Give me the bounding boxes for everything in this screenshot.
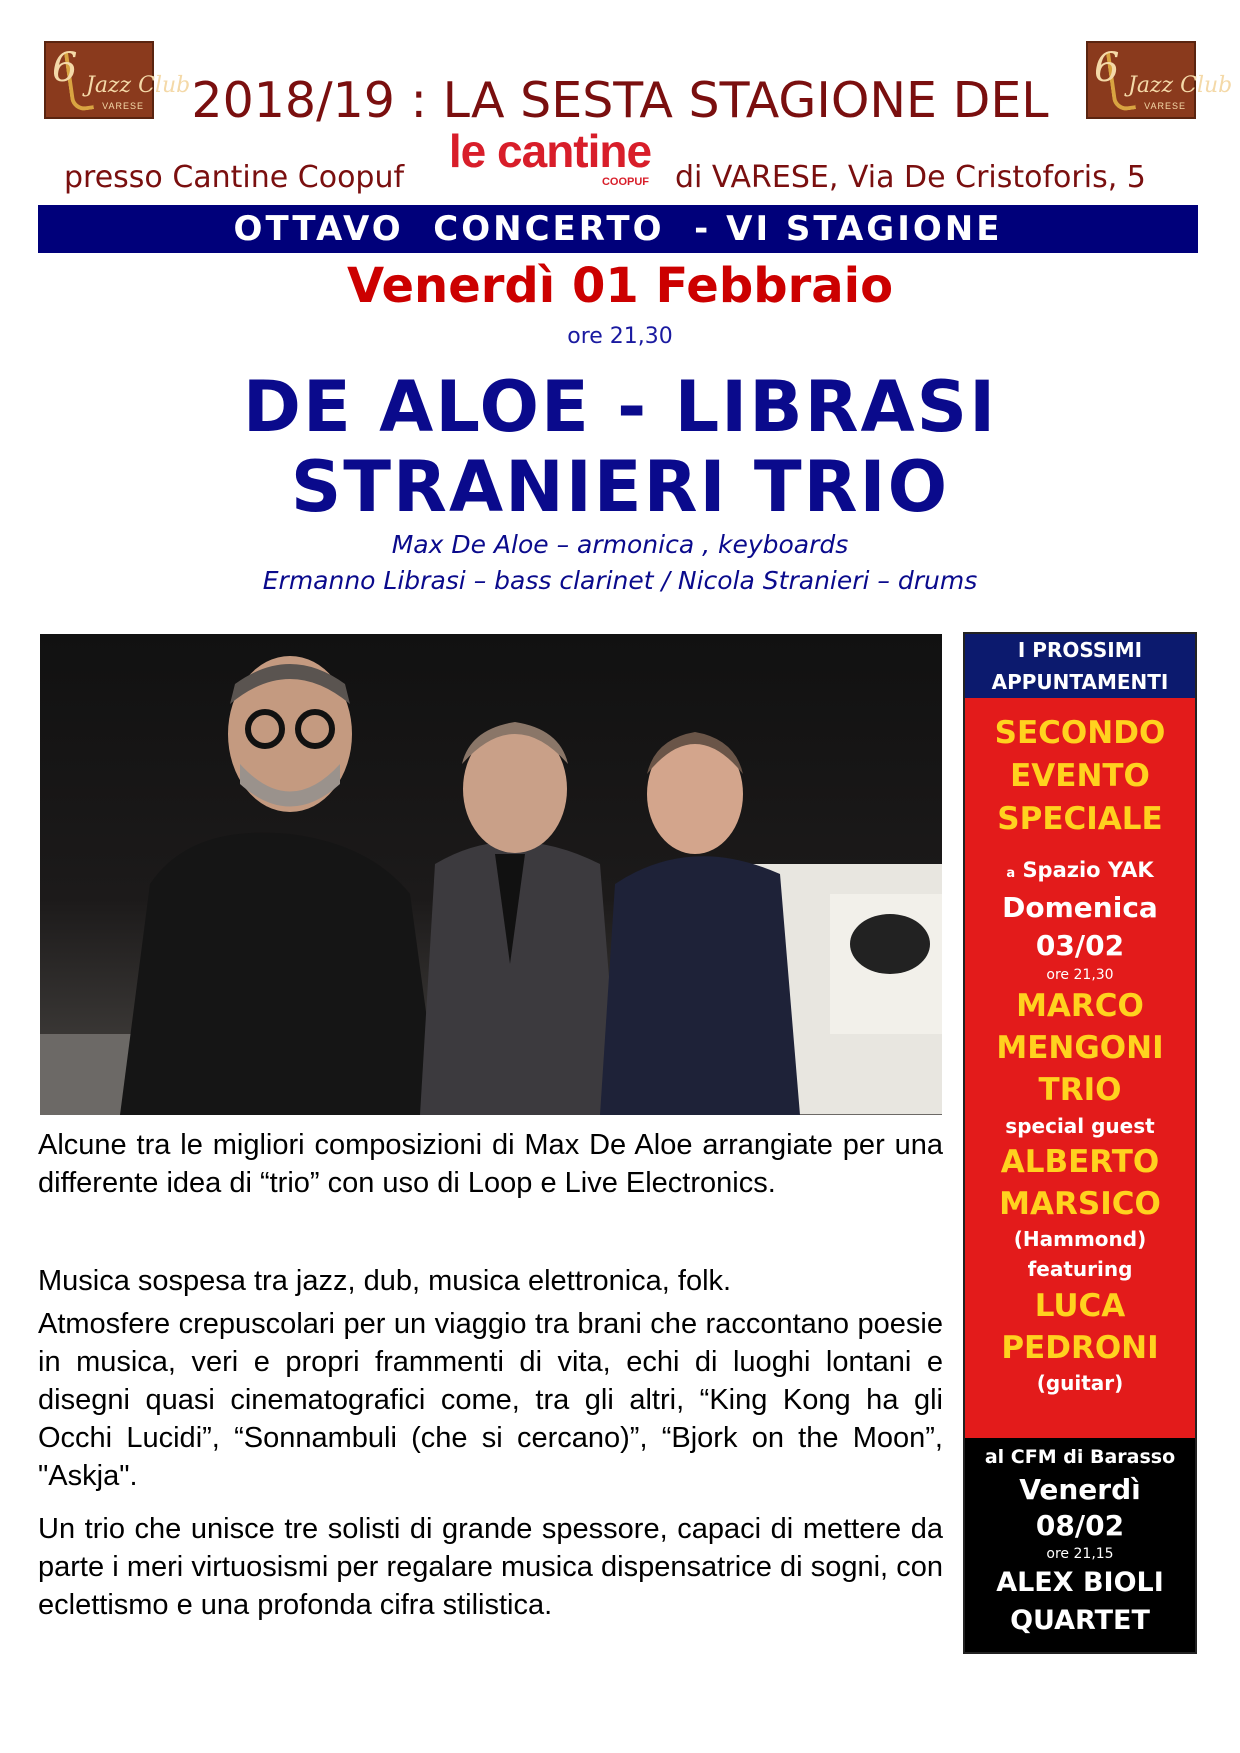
special-day: Domenica [1002,891,1158,924]
jazz-club-logo-left [44,41,191,119]
concert-banner: OTTAVO CONCERTO - VI STAGIONE [38,205,1198,253]
special-time: ore 21,30 [1046,967,1114,983]
guest-instrument: (Hammond) [1013,1227,1147,1251]
artist-line-2: MENGONI [996,1030,1164,1066]
upcoming-events-panel [963,632,1197,1654]
upcoming-heading-line-1: I PROSSIMI [1017,638,1143,662]
venue-preposition: a [1006,866,1016,881]
guest-line-1: ALBERTO [1000,1144,1160,1180]
venue-prefix: presso Cantine Coopuf [64,160,405,195]
description-paragraph-1: Alcune tra le migliori composizioni di Max De Aloe arrangiate per una differente idea di “trio” con uso di Loop e Live Electronics. [38,1129,943,1199]
season-title: 2018/19 : LA SESTA STAGIONE DEL [191,72,1049,129]
logo-name: Jazz Club [86,73,191,98]
description-paragraph-2: Musica sospesa tra jazz, dub, musica elettronica, folk. [38,1265,732,1297]
jazz-club-logo-right [1086,41,1233,119]
special-line-1: SECONDO [994,715,1166,751]
special-date: 03/02 [1035,929,1125,962]
event-date: Venerdì 01 Febbraio [346,258,894,314]
next-day: Venerdì [1019,1473,1141,1506]
featuring-label: featuring [1027,1257,1133,1281]
logo-city: VARESE [1144,101,1186,111]
credit-line-2: Ermanno Librasi – bass clarinet / Nicola Stranieri – drums [262,566,978,595]
venue-address: di VARESE, Via De Cristoforis, 5 [675,160,1146,195]
upcoming-heading [965,634,1195,698]
description-paragraph-3: Atmosfere crepuscolari per un viaggio tra brani che raccontano poesie in musica, veri e propri frammenti di vita, echi di luoghi lontani e disegni quasi cinematografici come, tra gli altri, “King Kong ha gli Occhi Lucidi”, “Sonnambuli (che si cercano)”, “Bjork on the Moon”, "Askja". [38,1308,943,1492]
special-venue [965,855,1195,889]
logo-number: 6 [1094,45,1120,91]
upcoming-heading-line-2: APPUNTAMENTI [991,670,1169,694]
headline-line-1: DE ALOE - LIBRASI [242,366,998,448]
featuring-instrument: (guitar) [1036,1371,1124,1395]
next-artist-line-2: QUARTET [1010,1605,1150,1636]
next-time: ore 21,15 [1046,1546,1114,1562]
trio-photo-illustration [40,634,942,1115]
event-time: ore 21,30 [567,324,673,349]
le-cantine-logo-text: le cantine [448,125,652,177]
headline-line-2: STRANIERI TRIO [290,446,950,528]
venue-name: Spazio YAK [1022,858,1154,882]
featuring-line-2: PEDRONI [1001,1330,1159,1366]
next-concert-block [965,1438,1195,1652]
guest-line-2: MARSICO [999,1186,1161,1222]
credit-line-1: Max De Aloe – armonica , keyboards [391,530,849,559]
le-cantine-logo-sub: COOPUF [601,176,649,188]
artist-line-1: MARCO [1016,988,1144,1024]
logo-number: 6 [52,45,78,91]
description-paragraph-4: Un trio che unisce tre solisti di grande spessore, capaci di mettere da parte i meri virtuosismi per regalare musica dispensatrice di sogni, con eclettismo e una profonda cifra stilistica. [38,1513,943,1621]
artist-line-3: TRIO [1038,1072,1122,1108]
trio-photo [40,634,942,1115]
special-line-2: EVENTO [1010,758,1150,794]
featuring-line-1: LUCA [1034,1288,1126,1324]
logo-city: VARESE [102,101,144,111]
next-artist-line-1: ALEX BIOLI [996,1567,1164,1598]
next-venue: al CFM di Barasso [984,1446,1176,1468]
le-cantine-logo [445,125,655,188]
special-line-3: SPECIALE [997,801,1163,837]
guest-label: special guest [1005,1114,1155,1138]
next-date: 08/02 [1035,1509,1125,1542]
special-event-block [965,698,1195,1438]
logo-name: Jazz Club [1128,73,1233,98]
